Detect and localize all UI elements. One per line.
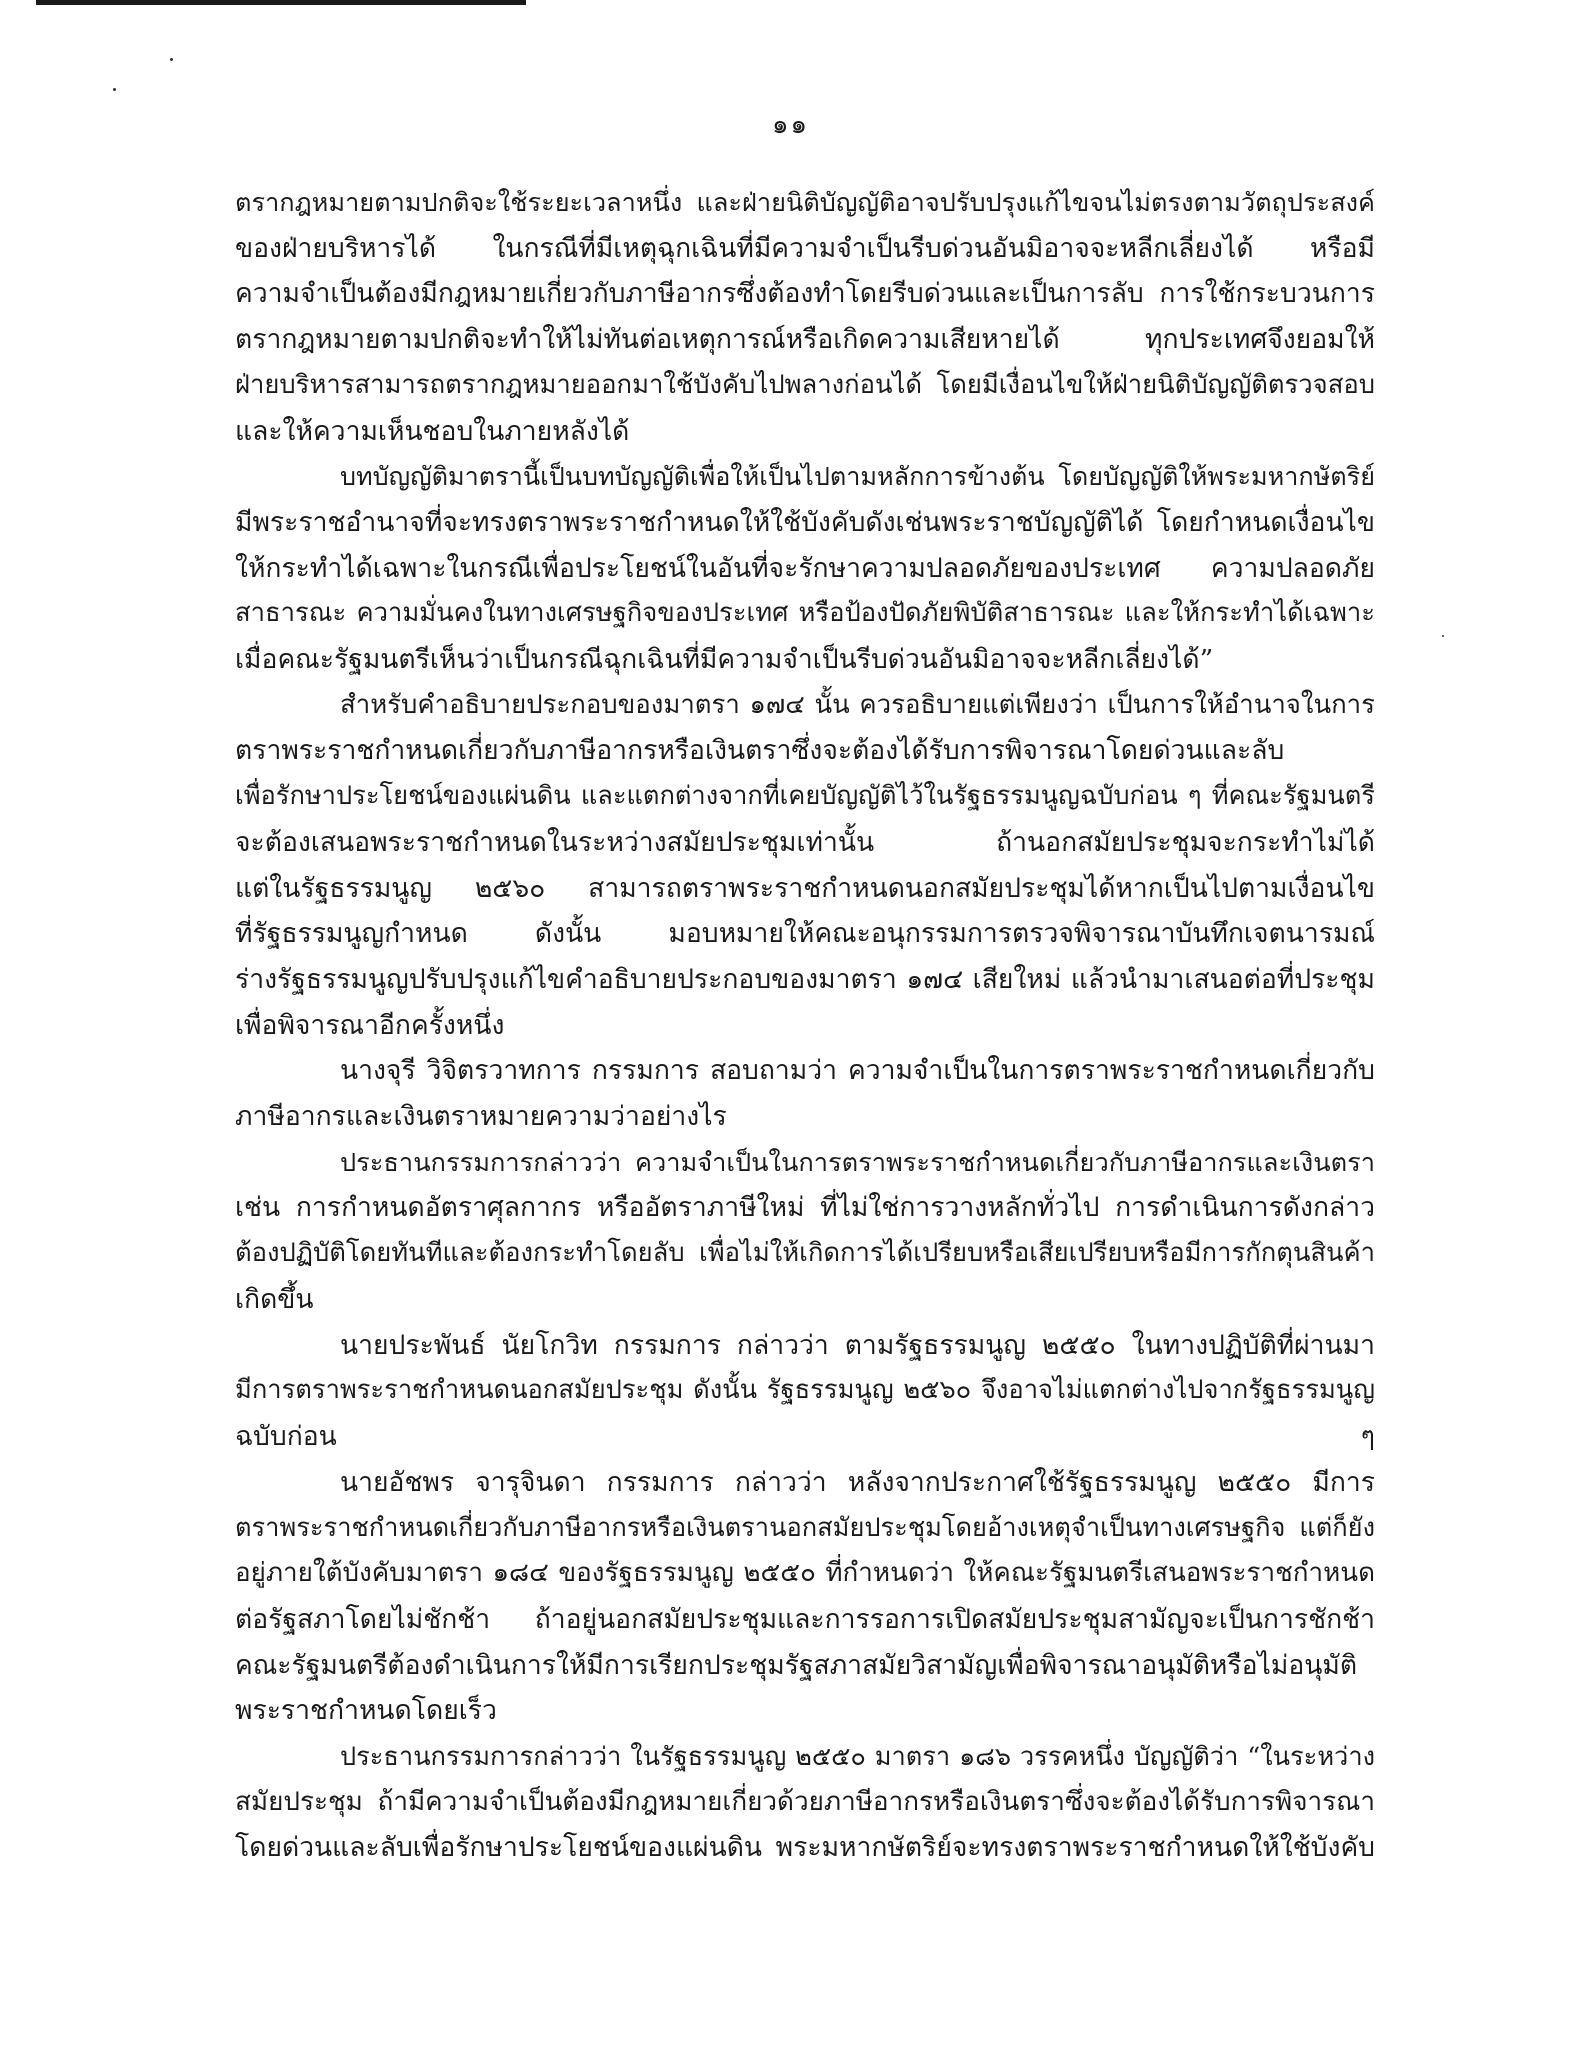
text-line: ตราพระราชกำหนดเกี่ยวกับภาษีอากรหรือเงินตรานอกสมัยประชุมโดยอ้างเหตุจำเป็นทางเศรษฐกิจ แต่ก็ยัง	[235, 1512, 1375, 1543]
paragraph	[235, 454, 1375, 683]
text-line: ที่รัฐธรรมนูญกำหนด ดังนั้น มอบหมายให้คณะอนุกรรมการตรวจพิจารณาบันทึกเจตนารมณ์	[235, 918, 1375, 950]
text-line: โดยด่วนและลับเพื่อรักษาประโยชน์ของแผ่นดิน พระมหากษัตริย์จะทรงตราพระราชกำหนดให้ใช้บังคับ	[235, 1832, 1375, 1864]
paragraph	[235, 1323, 1375, 1460]
text-line: เมื่อคณะรัฐมนตรีเห็นว่าเป็นกรณีฉุกเฉินที่มีความจำเป็นรีบด่วนอันมิอาจจะหลีกเลี่ยงได้”	[235, 644, 1214, 676]
text-line: บทบัญญัติมาตรานี้เป็นบทบัญญัติเพื่อให้เป็นไปตามหลักการข้างต้น โดยบัญญัติให้พระมหากษัตริย์	[340, 462, 1375, 492]
paragraph	[235, 1048, 1375, 1139]
text-line: ประธานกรรมการกล่าวว่า ความจำเป็นในการตราพระราชกำหนดเกี่ยวกับภาษีอากรและเงินตรา	[340, 1146, 1375, 1177]
text-line: แต่ในรัฐธรรมนูญ ๒๕๖๐ สามารถตราพระราชกำหนดนอกสมัยประชุมได้หากเป็นไปตามเงื่อนไข	[235, 872, 1375, 904]
text-line: ของฝ่ายบริหารได้ ในกรณีที่มีเหตุฉุกเฉินที่มีความจำเป็นรีบด่วนอันมิอาจจะหลีกเลี่ยงได้ หรือมี	[235, 232, 1375, 264]
paragraph	[235, 1140, 1375, 1323]
paragraph	[235, 180, 1375, 454]
text-line: ฉบับก่อน ๆ	[235, 1420, 1375, 1452]
scan-speck	[113, 88, 116, 91]
paragraph	[235, 1734, 1375, 1871]
text-line: พระราชกำหนดโดยเร็ว	[235, 1695, 497, 1727]
text-line: ตราพระราชกำหนดเกี่ยวกับภาษีอากรหรือเงินตราซึ่งจะต้องได้รับการพิจารณาโดยด่วนและลับ	[235, 735, 1285, 767]
text-line: นายประพันธ์ นัยโกวิท กรรมการ กล่าวว่า ตามรัฐธรรมนูญ ๒๕๕๐ ในทางปฏิบัติที่ผ่านมา	[340, 1329, 1375, 1361]
paragraph	[235, 1460, 1375, 1734]
text-line: จะต้องเสนอพระราชกำหนดในระหว่างสมัยประชุมเท่านั้น ถ้านอกสมัยประชุมจะกระทำไม่ได้	[235, 826, 1375, 858]
text-line: ร่างรัฐธรรมนูญปรับปรุงแก้ไขคำอธิบายประกอบของมาตรา ๑๗๔ เสียใหม่ แล้วนำมาเสนอต่อที่ประชุม	[235, 963, 1375, 995]
text-line: เกิดขึ้น	[235, 1283, 314, 1315]
scan-speck	[170, 58, 173, 61]
text-line: เช่น การกำหนดอัตราศุลกากร หรืออัตราภาษีใหม่ ที่ไม่ใช่การวางหลักทั่วไป การดำเนินการดังกล่าว	[235, 1192, 1375, 1224]
text-line: ความจำเป็นต้องมีกฎหมายเกี่ยวกับภาษีอากรซึ่งต้องทำโดยรีบด่วนและเป็นการลับ การใช้กระบวนการ	[235, 278, 1375, 310]
text-line: มีพระราชอำนาจที่จะทรงตราพระราชกำหนดให้ใช้บังคับดังเช่นพระราชบัญญัติได้ โดยกำหนดเงื่อนไข	[235, 506, 1375, 538]
text-line: เพื่อรักษาประโยชน์ของแผ่นดิน และแตกต่างจากที่เคยบัญญัติไว้ในรัฐธรรมนูญฉบับก่อน ๆ ที่คณะรัฐมนตรี	[235, 781, 1375, 812]
text-line: อยู่ภายใต้บังคับมาตรา ๑๘๔ ของรัฐธรรมนูญ ๒๕๕๐ ที่กำหนดว่า ให้คณะรัฐมนตรีเสนอพระราชกำหนด	[235, 1558, 1375, 1589]
paragraph	[235, 683, 1375, 1049]
text-line: ให้กระทำได้เฉพาะในกรณีเพื่อประโยชน์ในอันที่จะรักษาความปลอดภัยของประเทศ ความปลอดภัย	[235, 552, 1375, 584]
text-line: มีการตราพระราชกำหนดนอกสมัยประชุม ดังนั้น รัฐธรรมนูญ ๒๕๖๐ จึงอาจไม่แตกต่างไปจากรัฐธรรมนูญ	[235, 1375, 1375, 1406]
text-line: ตรากฎหมายตามปกติจะทำให้ไม่ทันต่อเหตุการณ์หรือเกิดความเสียหายได้ ทุกประเทศจึงยอมให้	[235, 324, 1375, 356]
text-line: สาธารณะ ความมั่นคงในทางเศรษฐกิจของประเทศ หรือป้องปัดภัยพิบัติสาธารณะ และให้กระทำได้เฉพาะ	[235, 598, 1375, 629]
page-number: ๑๑	[771, 110, 809, 140]
text-line: นางจุรี วิจิตรวาทการ กรรมการ สอบถามว่า ความจำเป็นในการตราพระราชกำหนดเกี่ยวกับ	[340, 1055, 1375, 1087]
document-body	[235, 180, 1375, 1871]
text-line: ตรากฎหมายตามปกติจะใช้ระยะเวลาหนึ่ง และฝ่ายนิติบัญญัติอาจปรับปรุงแก้ไขจนไม่ตรงตามวัตถุประสงค์	[235, 187, 1375, 217]
text-line: เพื่อพิจารณาอีกครั้งหนึ่ง	[235, 1009, 505, 1041]
text-line: ประธานกรรมการกล่าวว่า ในรัฐธรรมนูญ ๒๕๕๐ มาตรา ๑๘๖ วรรคหนึ่ง บัญญัติว่า “ในระหว่าง	[340, 1740, 1375, 1771]
text-line: คณะรัฐมนตรีต้องดำเนินการให้มีการเรียกประชุมรัฐสภาสมัยวิสามัญเพื่อพิจารณาอนุมัติหรือไม่อนุมัติ	[235, 1649, 1358, 1681]
text-line: นายอัชพร จารุจินดา กรรมการ กล่าวว่า หลังจากประกาศใช้รัฐธรรมนูญ ๒๕๕๐ มีการ	[340, 1466, 1375, 1498]
text-line: ต้องปฏิบัติโดยทันทีและต้องกระทำโดยลับ เพื่อไม่ให้เกิดการได้เปรียบหรือเสียเปรียบหรือมีการกักตุนสินค้า	[235, 1238, 1375, 1269]
text-line: และให้ความเห็นชอบในภายหลังได้	[235, 415, 630, 447]
text-line: ต่อรัฐสภาโดยไม่ชักช้า ถ้าอยู่นอกสมัยประชุมและการรอการเปิดสมัยประชุมสามัญจะเป็นการชักช้า	[235, 1603, 1375, 1635]
text-line: สำหรับคำอธิบายประกอบของมาตรา ๑๗๔ นั้น ควรอธิบายแต่เพียงว่า เป็นการให้อำนาจในการ	[340, 689, 1375, 720]
scan-speck	[1442, 635, 1444, 637]
text-line: ภาษีอากรและเงินตราหมายความว่าอย่างไร	[235, 1101, 727, 1133]
text-line: สมัยประชุม ถ้ามีความจำเป็นต้องมีกฎหมายเกี่ยวด้วยภาษีอากรหรือเงินตราซึ่งจะต้องได้รับการพิจารณา	[235, 1786, 1375, 1817]
text-line: ฝ่ายบริหารสามารถตรากฎหมายออกมาใช้บังคับไปพลางก่อนได้ โดยมีเงื่อนไขให้ฝ่ายนิติบัญญัติตรวจสอบ	[235, 369, 1375, 400]
scan-border-line	[36, 0, 526, 5]
